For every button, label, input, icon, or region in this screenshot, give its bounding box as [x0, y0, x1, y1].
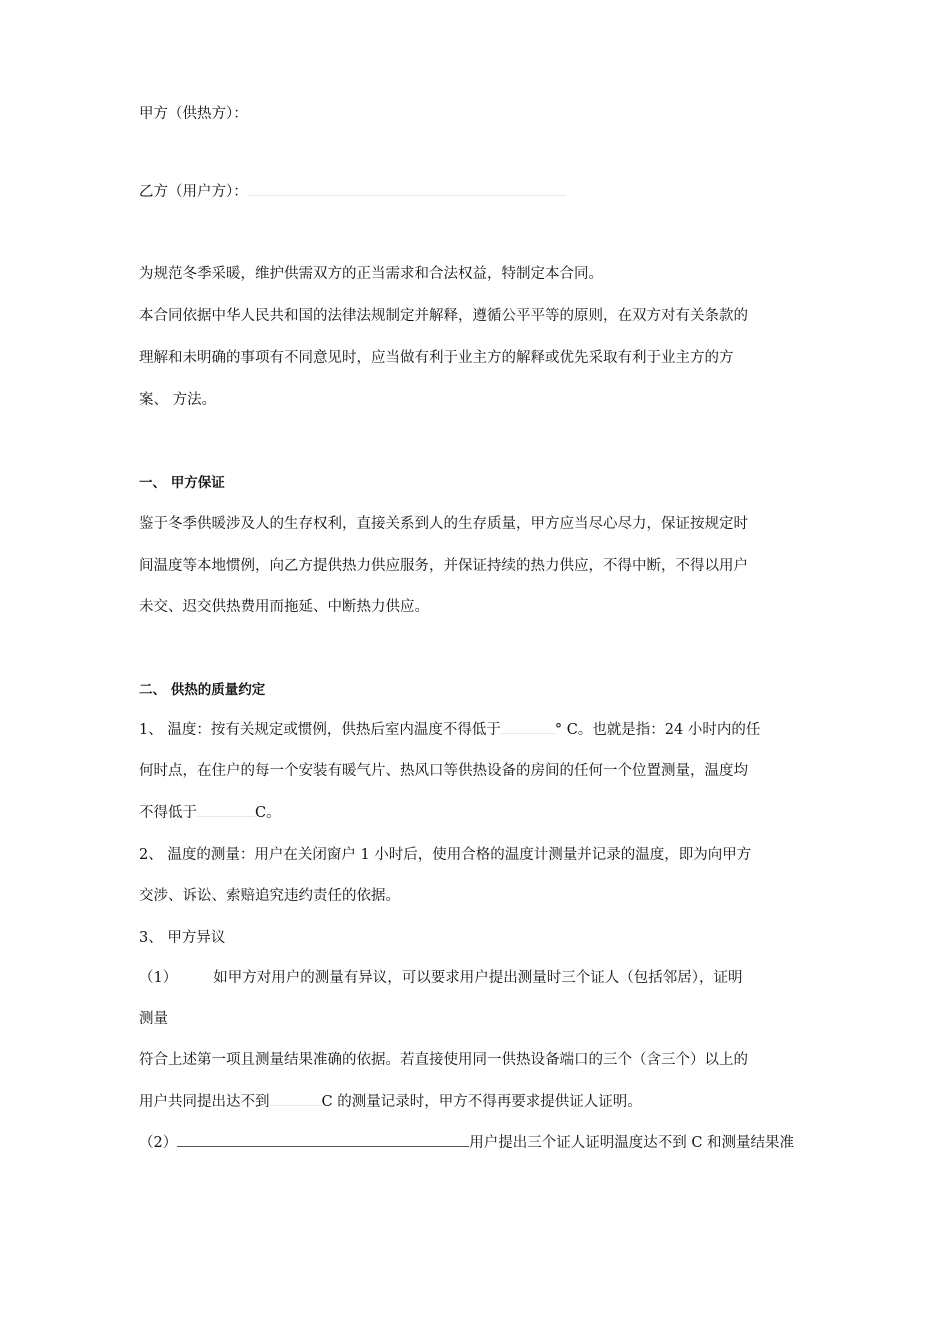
section-1-text-2: 间温度等本地惯例，向乙方提供热力供应服务，并保证持续的热力供应，不得中断，不得以用户 [139, 558, 748, 574]
section-2-title: 二、 供热的质量约定 [139, 682, 266, 698]
section-1-line-1 [139, 514, 829, 534]
sub-item-2-text: 用户提出三个证人证明温度达不到 C 和测量结果准 [469, 1135, 795, 1151]
sub-item-1-text-2: 测量 [139, 1011, 168, 1027]
item-1-line-1 [139, 719, 829, 740]
sub-item-1-text-4b: C 的测量记录时，甲方不得再要求提供证人证明。 [321, 1094, 642, 1110]
item-3-heading [139, 928, 829, 948]
sub-item-1-line-2 [139, 1009, 829, 1029]
intro-paragraph-2-line-1 [139, 306, 829, 326]
party-b-line [139, 181, 829, 202]
sub-item-1-text: 如甲方对用户的测量有异议，可以要求用户提出测量时三个证人（包括邻居），证明 [213, 970, 743, 986]
intro-paragraph-2-line-3 [139, 390, 829, 410]
party-b-blank [248, 181, 566, 196]
temperature-blank-2 [197, 802, 255, 817]
sub-item-1-text-3: 符合上述第一项且测量结果准确的依据。若直接使用同一供热设备端口的三个（含三个）以上的 [139, 1052, 748, 1068]
intro-text-2c: 案、 方法。 [139, 392, 217, 408]
item-1-text-2: 何时点，在住户的每一个安装有暖气片、热风口等供热设备的房间的任何一个位置测量，温度均 [139, 763, 748, 779]
temperature-blank-1 [501, 719, 555, 734]
section-2-heading [139, 680, 829, 700]
section-1-title: 一、 甲方保证 [139, 475, 225, 491]
intro-paragraph-2-line-2 [139, 348, 829, 368]
section-1-text-3: 未交、迟交供热费用而拖延、中断热力供应。 [139, 599, 429, 615]
item-2-line-1 [139, 845, 829, 865]
intro-text-2a: 本合同依据中华人民共和国的法律法规制定并解释，遵循公平平等的原则，在双方对有关条款的 [139, 308, 748, 324]
sub-item-1-line-4 [139, 1091, 829, 1112]
intro-text-1: 为规范冬季采暖，维护供需双方的正当需求和合法权益，特制定本合同。 [139, 266, 603, 282]
intro-text-2b: 理解和未明确的事项有不同意见时，应当做有利于业主方的解释或优先采取有利于业主方的方 [139, 350, 734, 366]
item-2-text-2: 交涉、诉讼、索赔追究违约责任的依据。 [139, 888, 400, 904]
intro-paragraph-1 [139, 264, 829, 284]
section-1-line-2 [139, 556, 829, 576]
party-b-label: 乙方（用户方）： [139, 184, 248, 200]
item-2-text-1: 2、 温度的测量：用户在关闭窗户 1 小时后，使用合格的温度计测量并记录的温度，即为向甲方 [139, 847, 752, 863]
item-2-line-2 [139, 886, 829, 906]
item-3-title: 3、 甲方异议 [139, 930, 226, 946]
section-1-line-3 [139, 597, 829, 617]
sub-item-1-text-4a: 用户共同提出达不到 [139, 1094, 270, 1110]
item-1-line-3 [139, 802, 829, 823]
section-1-text-1: 鉴于冬季供暖涉及人的生存权利，直接关系到人的生存质量，甲方应当尽心尽力，保证按规定时 [139, 516, 748, 532]
sub-item-2-line-1 [139, 1132, 829, 1153]
item-1-text-b: ° C。也就是指：24 小时内的任 [554, 722, 761, 738]
sub-item-1-number: （1） [139, 970, 178, 986]
sub-item-1-line-3 [139, 1050, 829, 1070]
item-1-line-2 [139, 761, 829, 781]
sub-item-2-blank [177, 1132, 469, 1147]
sub-item-1-line-1 [139, 968, 829, 988]
party-a-line [139, 104, 829, 124]
section-1-heading [139, 473, 829, 493]
item-1-text-3a: 不得低于 [139, 805, 197, 821]
item-1-text-a: 1、 温度：按有关规定或惯例，供热后室内温度不得低于 [139, 722, 501, 738]
temperature-blank-3 [270, 1091, 322, 1106]
item-1-text-3b: C。 [255, 805, 281, 821]
sub-item-2-number: （2） [139, 1135, 178, 1151]
party-a-label: 甲方（供热方）： [139, 106, 248, 122]
